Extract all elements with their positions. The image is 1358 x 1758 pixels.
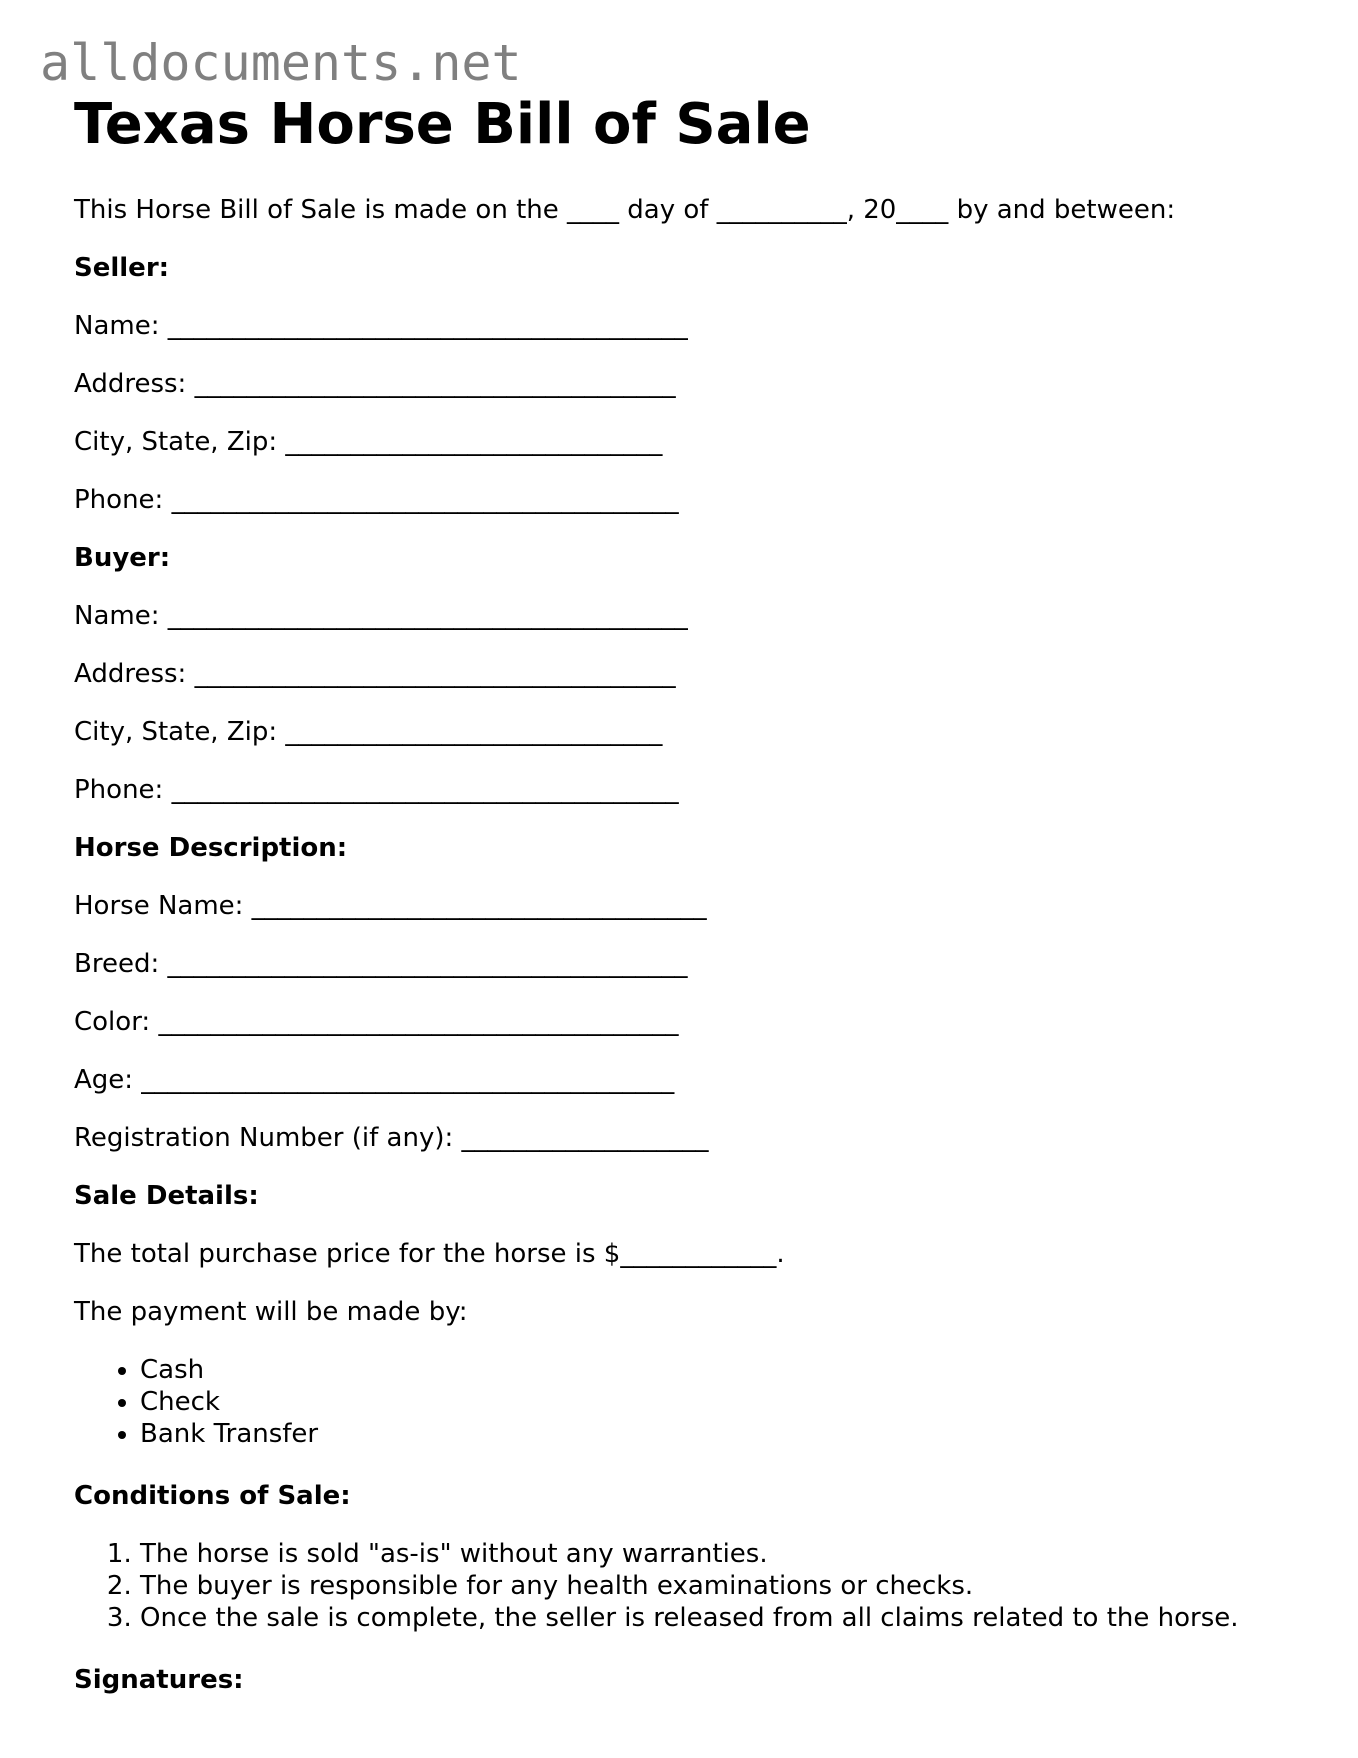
payment-method-item: • Cash — [140, 1354, 1314, 1386]
breed-field: Breed: ________________________________________ — [74, 949, 688, 979]
payment-method-item: • Bank Transfer — [140, 1418, 1314, 1450]
buyer-address-field: Address: _____________________________________ — [74, 659, 676, 689]
seller-city-field: City, State, Zip: _____________________________ — [74, 427, 663, 457]
seller-phone-field: Phone: _______________________________________ — [74, 485, 679, 515]
condition-item: 2. The buyer is responsible for any health examinations or checks. — [140, 1570, 1314, 1602]
conditions-heading: Conditions of Sale: — [74, 1481, 351, 1511]
seller-heading: Seller: — [74, 253, 170, 283]
color-field: Color: ________________________________________ — [74, 1007, 679, 1037]
buyer-name-field: Name: ________________________________________ — [74, 601, 688, 631]
buyer-city-field: City, State, Zip: _____________________________ — [74, 717, 663, 747]
signatures-heading: Signatures: — [74, 1665, 244, 1695]
payment-methods-list — [74, 1354, 1314, 1480]
seller-name-field: Name: ________________________________________ — [74, 311, 688, 341]
age-field: Age: _________________________________________ — [74, 1065, 675, 1095]
registration-number-field: Registration Number (if any): ___________________ — [74, 1123, 709, 1153]
intro-text: This Horse Bill of Sale is made on the ____ day of __________, 20____ by and between: — [74, 195, 1176, 225]
document-title: Texas Horse Bill of Sale — [74, 92, 811, 157]
document-body — [74, 252, 1314, 1722]
payment-intro-text: The payment will be made by: — [74, 1297, 468, 1327]
buyer-heading: Buyer: — [74, 543, 171, 573]
condition-item: 3. Once the sale is complete, the seller is released from all claims related to the horse. — [140, 1602, 1314, 1634]
buyer-phone-field: Phone: _______________________________________ — [74, 775, 679, 805]
seller-address-field: Address: _____________________________________ — [74, 369, 676, 399]
watermark: alldocuments.net — [40, 34, 522, 92]
sale-details-heading: Sale Details: — [74, 1181, 259, 1211]
condition-item: 1. The horse is sold "as-is" without any warranties. — [140, 1538, 1314, 1570]
payment-method-item: • Check — [140, 1386, 1314, 1418]
purchase-price-text: The total purchase price for the horse is $____________. — [74, 1239, 785, 1269]
horse-description-heading: Horse Description: — [74, 833, 348, 863]
conditions-list — [74, 1538, 1314, 1664]
horse-name-field: Horse Name: ___________________________________ — [74, 891, 707, 921]
